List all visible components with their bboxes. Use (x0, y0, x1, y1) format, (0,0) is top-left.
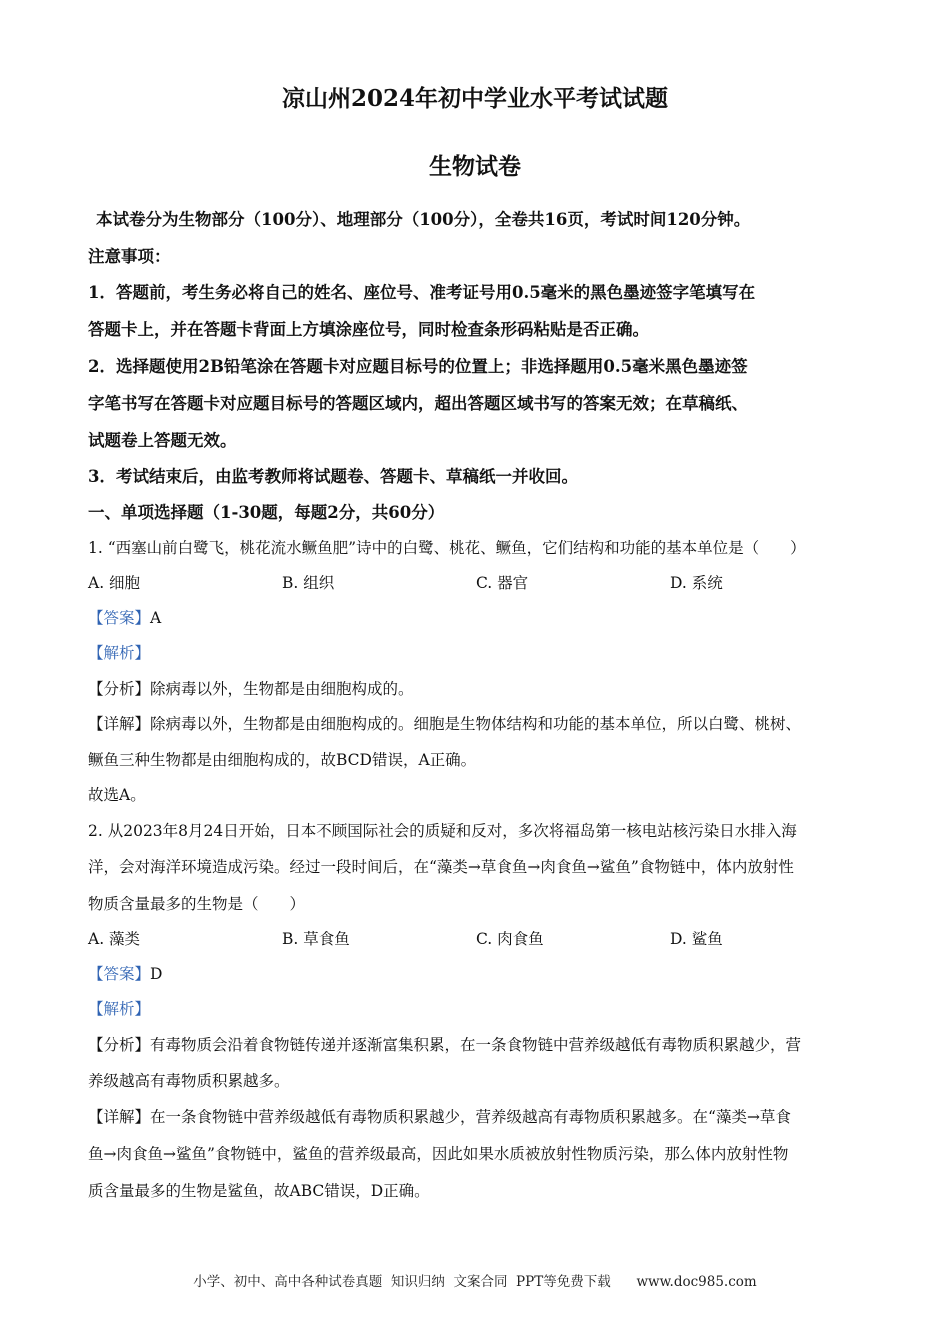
q2-option-d: D. 鲨鱼 (670, 930, 723, 948)
q2-xiangjie (88, 1105, 791, 1127)
q2-fenxi (88, 1033, 801, 1055)
q1-xiangjie-cont: 鳜鱼三种生物都是由细胞构成的，故BCD错误，A正确。 (88, 751, 477, 769)
notice-line: 2．选择题使用2B铅笔涂在答题卡对应题目标号的位置上；非选择题用0.5毫米黑色墨迹签 (88, 357, 748, 376)
q1-answer (88, 606, 161, 628)
notice-line: 答题卡上，并在答题卡背面上方填涂座位号，同时检查条形码粘贴是否正确。 (88, 320, 649, 339)
q1-stem: 1. “西塞山前白鹭飞，桃花流水鳜鱼肥”诗中的白鹭、桃花、鳜鱼，它们结构和功能的基本单位是（ ） (88, 539, 806, 557)
q2-xiangjie-cont: 鱼→肉食鱼→鲨鱼”食物链中，鲨鱼的营养级最高，因此如果水质被放射性物质污染，那么体内放射性物 (88, 1145, 789, 1163)
page-title: 凉山州2024年初中学业水平考试试题 (281, 85, 668, 112)
xiangjie-text: 除病毒以外，生物都是由细胞构成的。细胞是生物体结构和功能的基本单位，所以白鹭、桃树、 (150, 715, 802, 733)
notice-line: 3．考试结束后，由监考教师将试题卷、答题卡、草稿纸一并收回。 (88, 467, 578, 486)
q2-fenxi-cont: 养级越高有毒物质积累越多。 (88, 1072, 290, 1090)
notice-line: 试题卷上答题无效。 (88, 431, 237, 450)
q1-option-d: D. 系统 (670, 574, 723, 592)
xiangjie-tag: 【详解】 (88, 1108, 151, 1126)
section-heading: 一、单项选择题（1-30题，每题2分，共60分） (88, 503, 445, 522)
page-footer: 小学、初中、高中各种试卷真题 知识归纳 文案合同 PPT等免费下载 www.doc985.com (193, 1274, 757, 1290)
fenxi-tag: 【分析】 (88, 680, 151, 698)
notice-line: 字笔书写在答题卡对应题目标号的答题区域内，超出答题区域书写的答案无效；在草稿纸、 (88, 394, 748, 413)
q2-stem-cont: 洋，会对海洋环境造成污染。经过一段时间后，在“藻类→草食鱼→肉食鱼→鲨鱼”食物链中，体内放射性 (88, 858, 794, 876)
q2-answer (88, 962, 162, 984)
q1-option-a: A. 细胞 (88, 574, 141, 592)
q2-option-a: A. 藻类 (88, 930, 141, 948)
q2-analysis-tag: 【解析】 (88, 1000, 151, 1018)
intro-text: 本试卷分为生物部分（100分）、地理部分（100分），全卷共16页，考试时间120分钟。 (96, 210, 751, 229)
answer-tag: 【答案】 (88, 965, 151, 983)
fenxi-text: 除病毒以外，生物都是由细胞构成的。 (150, 680, 414, 698)
q2-option-c: C. 肉食鱼 (476, 930, 544, 948)
answer-value: A (150, 609, 162, 627)
q2-option-b: B. 草食鱼 (282, 930, 350, 948)
q1-option-c: C. 器官 (476, 574, 529, 592)
q1-fenxi (88, 677, 414, 699)
fenxi-tag: 【分析】 (88, 1036, 151, 1054)
answer-tag: 【答案】 (88, 609, 151, 627)
xiangjie-text: 在一条食物链中营养级越低有毒物质积累越少，营养级越高有毒物质积累越多。在“藻类→草食 (150, 1108, 791, 1126)
q2-stem: 2. 从2023年8月24日开始，日本不顾国际社会的质疑和反对，多次将福岛第一核电站核污染日水排入海 (88, 822, 797, 840)
q2-xiangjie-cont: 质含量最多的生物是鲨鱼，故ABC错误，D正确。 (88, 1182, 430, 1200)
xiangjie-tag: 【详解】 (88, 715, 151, 733)
q1-option-b: B. 组织 (282, 574, 335, 592)
q1-choose: 故选A。 (88, 786, 146, 804)
answer-value: D (150, 965, 163, 983)
q2-stem-cont: 物质含量最多的生物是（ ） (88, 895, 306, 913)
q1-xiangjie (88, 712, 801, 734)
q1-analysis-tag: 【解析】 (88, 644, 151, 662)
fenxi-text: 有毒物质会沿着食物链传递并逐渐富集积累，在一条食物链中营养级越低有毒物质积累越少，营 (150, 1036, 802, 1054)
notice-heading: 注意事项： (88, 247, 171, 266)
notice-line: 1．答题前，考生务必将自己的姓名、座位号、准考证号用0.5毫米的黑色墨迹签字笔填写在 (88, 283, 756, 302)
page-subtitle: 生物试卷 (429, 153, 521, 180)
